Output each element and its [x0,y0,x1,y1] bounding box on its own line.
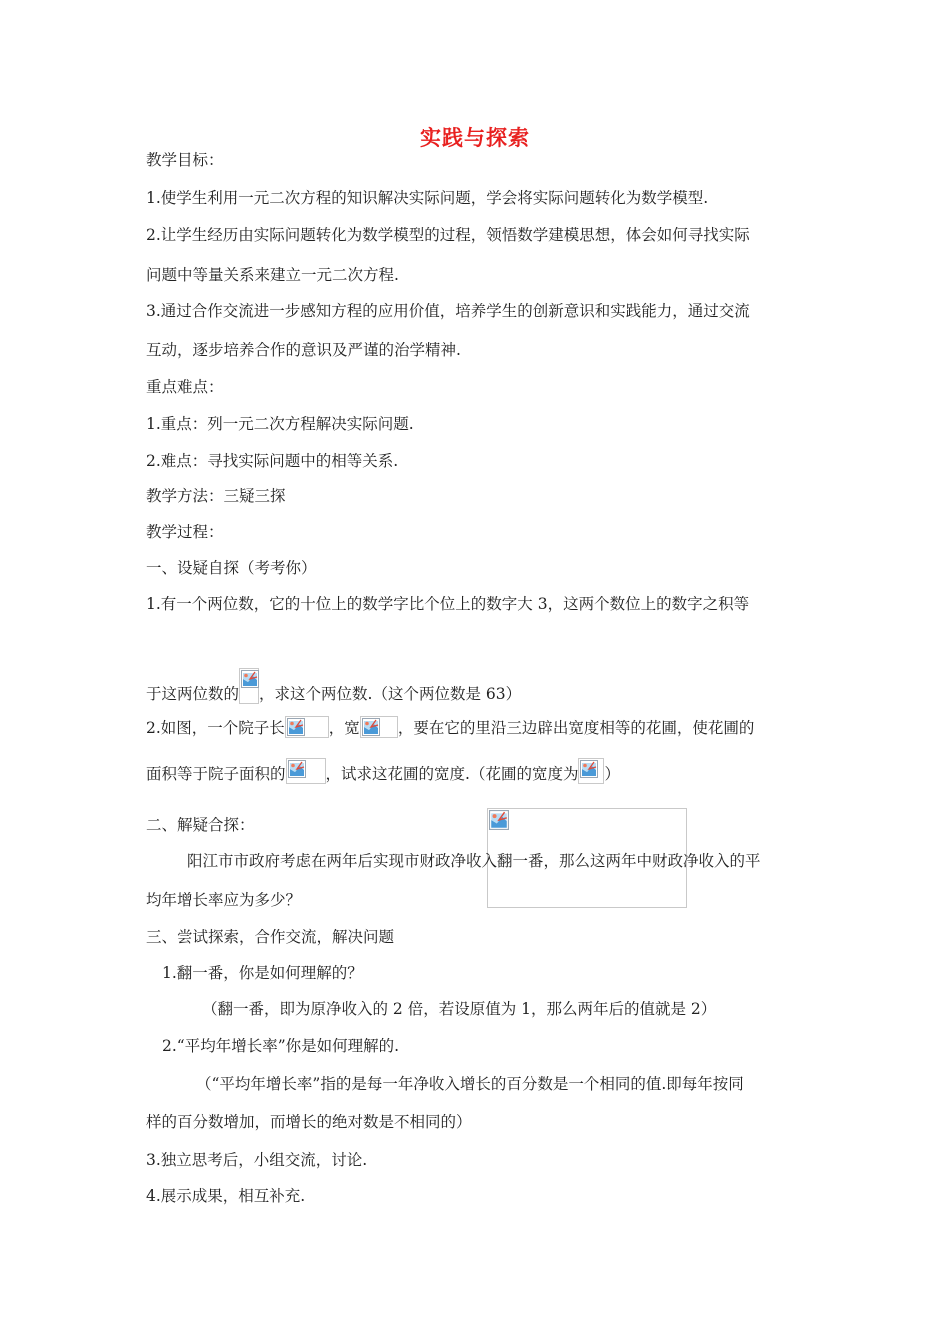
objective-item-3-line-2: 互动，逐步培养合作的意识及严谨的治学精神. [146,341,461,359]
key-point-item-1: 1.重点：列一元二次方程解决实际问题. [146,415,414,433]
objective-item-2-line-1: 2.让学生经历由实际问题转化为数学模型的过程，领悟数学建模思想，体会如何寻找实际 [146,226,750,244]
section-3-item-2-answer-line-2: 样的百分数增加，而增长的绝对数是不相同的） [146,1113,472,1131]
section-3-heading: 三、尝试探索，合作交流，解决问题 [146,928,395,946]
question-1-text-a: 于这两位数的 [146,685,240,703]
broken-image-icon [360,716,398,738]
section-3-item-1-answer: （翻一番，即为原净收入的 2 倍，若设原值为 1，那么两年后的值就是 2） [202,1000,717,1018]
objective-item-1: 1.使学生利用一元二次方程的知识解决实际问题，学会将实际问题转化为数学模型. [146,189,709,207]
question-1-text-b: ，求这个两位数.（这个两位数是 63） [259,685,522,703]
question-2-text-c: ，要在它的里沿三边辟出宽度相等的花圃，使花圃的 [397,719,755,737]
question-2-text-e: ，试求这花圃的宽度.（花圃的宽度为 [325,765,579,783]
question-2-line-1 [146,716,754,738]
question-2-line-2 [146,758,620,784]
teaching-method: 教学方法：三疑三探 [146,487,286,505]
broken-image-icon [578,758,604,784]
question-2-text-a: 2.如图，一个院子长 [146,719,285,737]
page-title: 实践与探索 [420,126,530,150]
key-points-heading: 重点难点： [146,378,224,396]
question-2-text-d: 面积等于院子面积的 [146,765,286,783]
section-3-item-1: 1.翻一番，你是如何理解的？ [162,964,363,982]
question-1-line-1: 1.有一个两位数，它的十位上的数学字比个位上的数字大 3，这两个数位上的数字之积等 [146,595,750,613]
section-3-item-4: 4.展示成果，相互补充. [146,1187,306,1205]
section-3-item-3: 3.独立思考后，小组交流，讨论. [146,1151,368,1169]
question-2-text-b: ，宽 [328,719,360,737]
broken-image-icon [286,758,326,784]
broken-image-icon [239,668,259,704]
process-heading: 教学过程： [146,523,224,541]
objective-item-3-line-1: 3.通过合作交流进一步感知方程的应用价值，培养学生的创新意识和实践能力，通过交流 [146,302,750,320]
section-2-text-line-2: 均年增长率应为多少？ [146,891,302,909]
key-point-item-2: 2.难点：寻找实际问题中的相等关系. [146,452,399,470]
section-3-item-2-answer-line-1: （“平均年增长率”指的是每一年净收入增长的百分数是一个相同的值.即每年按同 [196,1075,744,1093]
broken-image-icon [285,716,329,738]
section-2-heading: 二、解疑合探： [146,816,255,834]
question-2-text-f: ） [604,765,620,783]
objective-item-2-line-2: 问题中等量关系来建立一元二次方程. [146,266,399,284]
section-2-text-line-1: 阳江市市政府考虑在两年后实现市财政净收入翻一番，那么这两年中财政净收入的平 [187,852,761,870]
section-1-heading: 一、设疑自探（考考你） [146,559,317,577]
objectives-heading: 教学目标： [146,151,224,169]
question-1-line-2 [146,668,521,704]
section-3-item-2: 2.“平均年增长率”你是如何理解的. [162,1037,400,1055]
